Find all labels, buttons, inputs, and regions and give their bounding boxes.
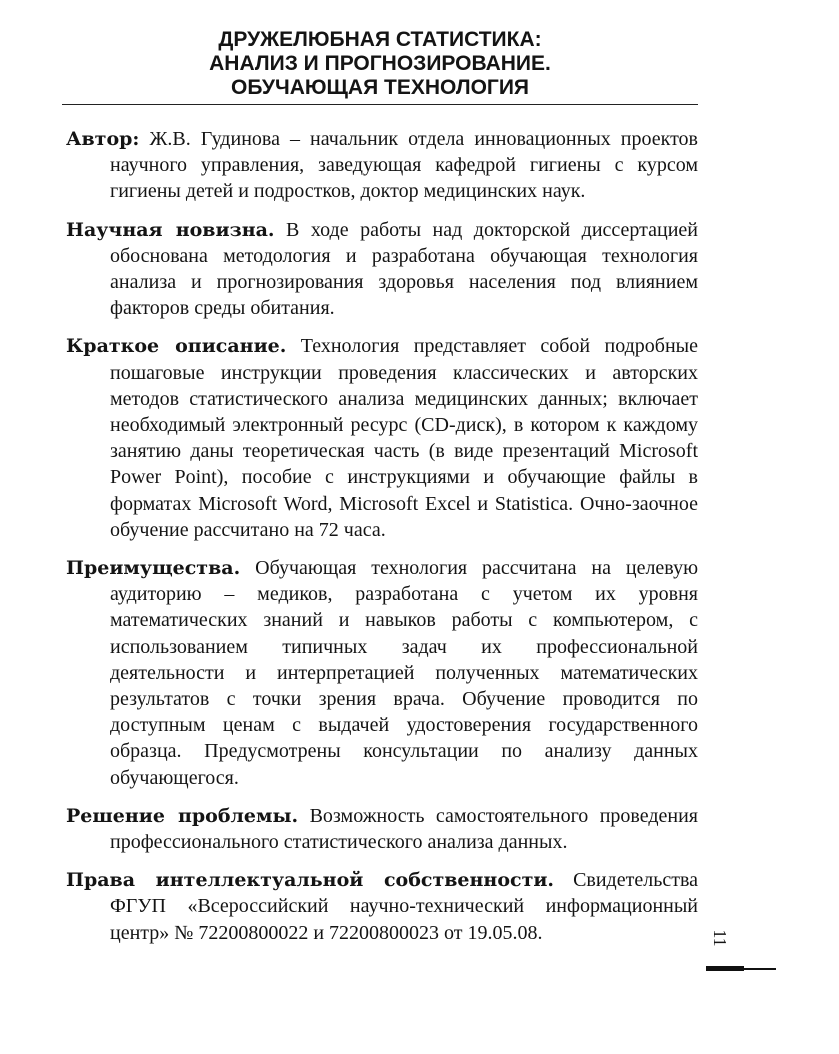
section-novelty (66, 217, 698, 322)
section-description (66, 333, 698, 543)
section-advantages (66, 555, 698, 791)
section-label: Автор: (66, 128, 140, 150)
document-body (66, 126, 698, 958)
title-line-2: АНАЛИЗ И ПРОГНОЗИРОВАНИЕ. (209, 52, 551, 75)
page-number-rule-accent (706, 966, 744, 971)
section-label: Научная новизна. (66, 218, 275, 241)
section-label: Права интеллектуальной собственности. (66, 869, 555, 892)
section-text: Возможность самостоятельного проведения профессионального статистического анализа данных. (110, 804, 698, 854)
section-ip-rights (66, 867, 698, 946)
section-text: Свидетельства ФГУП «Всероссийский научно-технический информационный центр» № 72200800022 и 72200800023 от 19.05.08. (110, 869, 698, 944)
section-label: Краткое описание. (66, 335, 287, 358)
section-text: Обучающая технология рассчитана на целевую аудиторию – медиков, разработана с учетом их уровня математических знаний и навыков работы с компьютером, с использованием типичных задач их профессиональной деятельности и интерпретацией полученных математических результатов с точки зрения врача. Обучение проводится по доступным ценам с выдачей удостоверения государственного образца. Предусмотрены консультации по анализу данных обучающегося. (110, 557, 699, 789)
section-problem-solution (66, 803, 698, 855)
section-text: Технология представляет собой подробные пошаговые инструкции проведения классических и авторских методов статистического анализа медицинских данных; включает необходимый электронный ресурс (CD-диск), в котором к каждому занятию даны теоретическая часть (в виде презентаций Microsoft Power Point), пособие с инструкциями и обучающие файлы в форматах Microsoft Word, Microsoft Excel и Statistica. Очно-заочное обучение рассчитано на 72 часа. (110, 335, 698, 541)
section-text: Ж.В. Гудинова – начальник отдела инновационных проектов научного управления, заведующая кафедрой гигиены с курсом гигиены детей и подростков, доктор медицинских наук. (110, 128, 699, 203)
page-title (0, 28, 760, 100)
section-author (66, 126, 698, 205)
section-text: В ходе работы над докторской диссертацией обоснована методология и разработана обучающая технология анализа и прогнозирования здоровья населения под влиянием факторов среды обитания. (110, 218, 698, 320)
section-label: Решение проблемы. (66, 804, 299, 827)
page-number: 11 (710, 929, 730, 947)
title-divider (62, 104, 698, 105)
title-line-1: ДРУЖЕЛЮБНАЯ СТАТИСТИКА: (218, 28, 542, 51)
section-label: Преимущества. (66, 557, 241, 580)
title-line-3: ОБУЧАЮЩАЯ ТЕХНОЛОГИЯ (230, 76, 530, 99)
